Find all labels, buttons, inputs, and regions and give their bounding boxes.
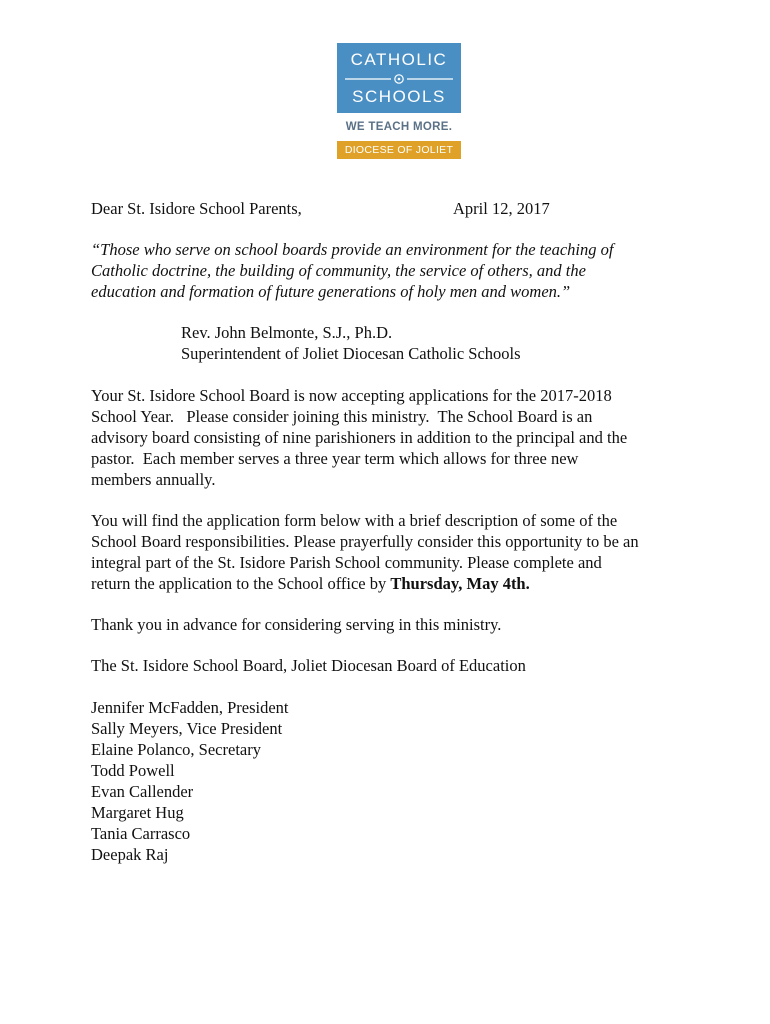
paragraph-line: integral part of the St. Isidore Parish School community. Please complete and xyxy=(91,553,602,572)
paragraph-line: School Year. Please consider joining this ministry. The School Board is an xyxy=(91,407,593,426)
list-item: Jennifer McFadden, President xyxy=(91,698,289,717)
paragraph-application-form xyxy=(91,510,639,594)
deadline-prefix: return the application to the School office by xyxy=(91,574,391,593)
paragraph-line: School Board responsibilities. Please prayerfully consider this opportunity to be an xyxy=(91,532,639,551)
quote-attribution xyxy=(181,322,521,364)
thank-you-line: Thank you in advance for considering serving in this ministry. xyxy=(91,615,502,634)
paragraph-line: Your St. Isidore School Board is now accepting applications for the 2017-2018 xyxy=(91,386,612,405)
paragraph-line: advisory board consisting of nine parishioners in addition to the principal and the xyxy=(91,428,628,447)
list-item: Sally Meyers, Vice President xyxy=(91,719,283,738)
quote-block xyxy=(91,239,613,302)
deadline-date: Thursday, May 4th. xyxy=(390,574,530,593)
logo-cross-divider-icon xyxy=(345,74,453,84)
list-item: Evan Callender xyxy=(91,782,194,801)
paragraph-line: members annually. xyxy=(91,470,216,489)
quote-line: Catholic doctrine, the building of community, the service of others, and the xyxy=(91,261,586,280)
paragraph-line-deadline xyxy=(91,573,639,594)
quote-line: education and formation of future generations of holy men and women.” xyxy=(91,282,571,301)
logo-catholic-text: CATHOLIC xyxy=(350,50,448,69)
salutation: Dear St. Isidore School Parents, xyxy=(91,199,302,218)
quote-line: “Those who serve on school boards provide an environment for the teaching of xyxy=(91,240,614,259)
attribution-name: Rev. John Belmonte, S.J., Ph.D. xyxy=(181,323,393,342)
board-members-list xyxy=(91,697,289,865)
list-item: Tania Carrasco xyxy=(91,824,191,843)
paragraph-line: You will find the application form below with a brief description of some of the xyxy=(91,511,618,530)
list-item: Todd Powell xyxy=(91,761,175,780)
logo-diocese-banner: DIOCESE OF JOLIET xyxy=(337,141,461,159)
letter-date: April 12, 2017 xyxy=(453,199,550,218)
signoff-line: The St. Isidore School Board, Joliet Diocesan Board of Education xyxy=(91,656,526,675)
list-item: Deepak Raj xyxy=(91,845,169,864)
paragraph-line: pastor. Each member serves a three year term which allows for three new xyxy=(91,449,579,468)
logo-blue-panel xyxy=(337,43,461,113)
paragraph-applications xyxy=(91,385,627,490)
logo-schools-text: SCHOOLS xyxy=(352,87,446,106)
list-item: Elaine Polanco, Secretary xyxy=(91,740,261,759)
list-item: Margaret Hug xyxy=(91,803,184,822)
catholic-schools-logo xyxy=(335,43,463,161)
logo-tagline: WE TEACH MORE. xyxy=(345,121,453,133)
attribution-title: Superintendent of Joliet Diocesan Catholic Schools xyxy=(181,344,521,363)
